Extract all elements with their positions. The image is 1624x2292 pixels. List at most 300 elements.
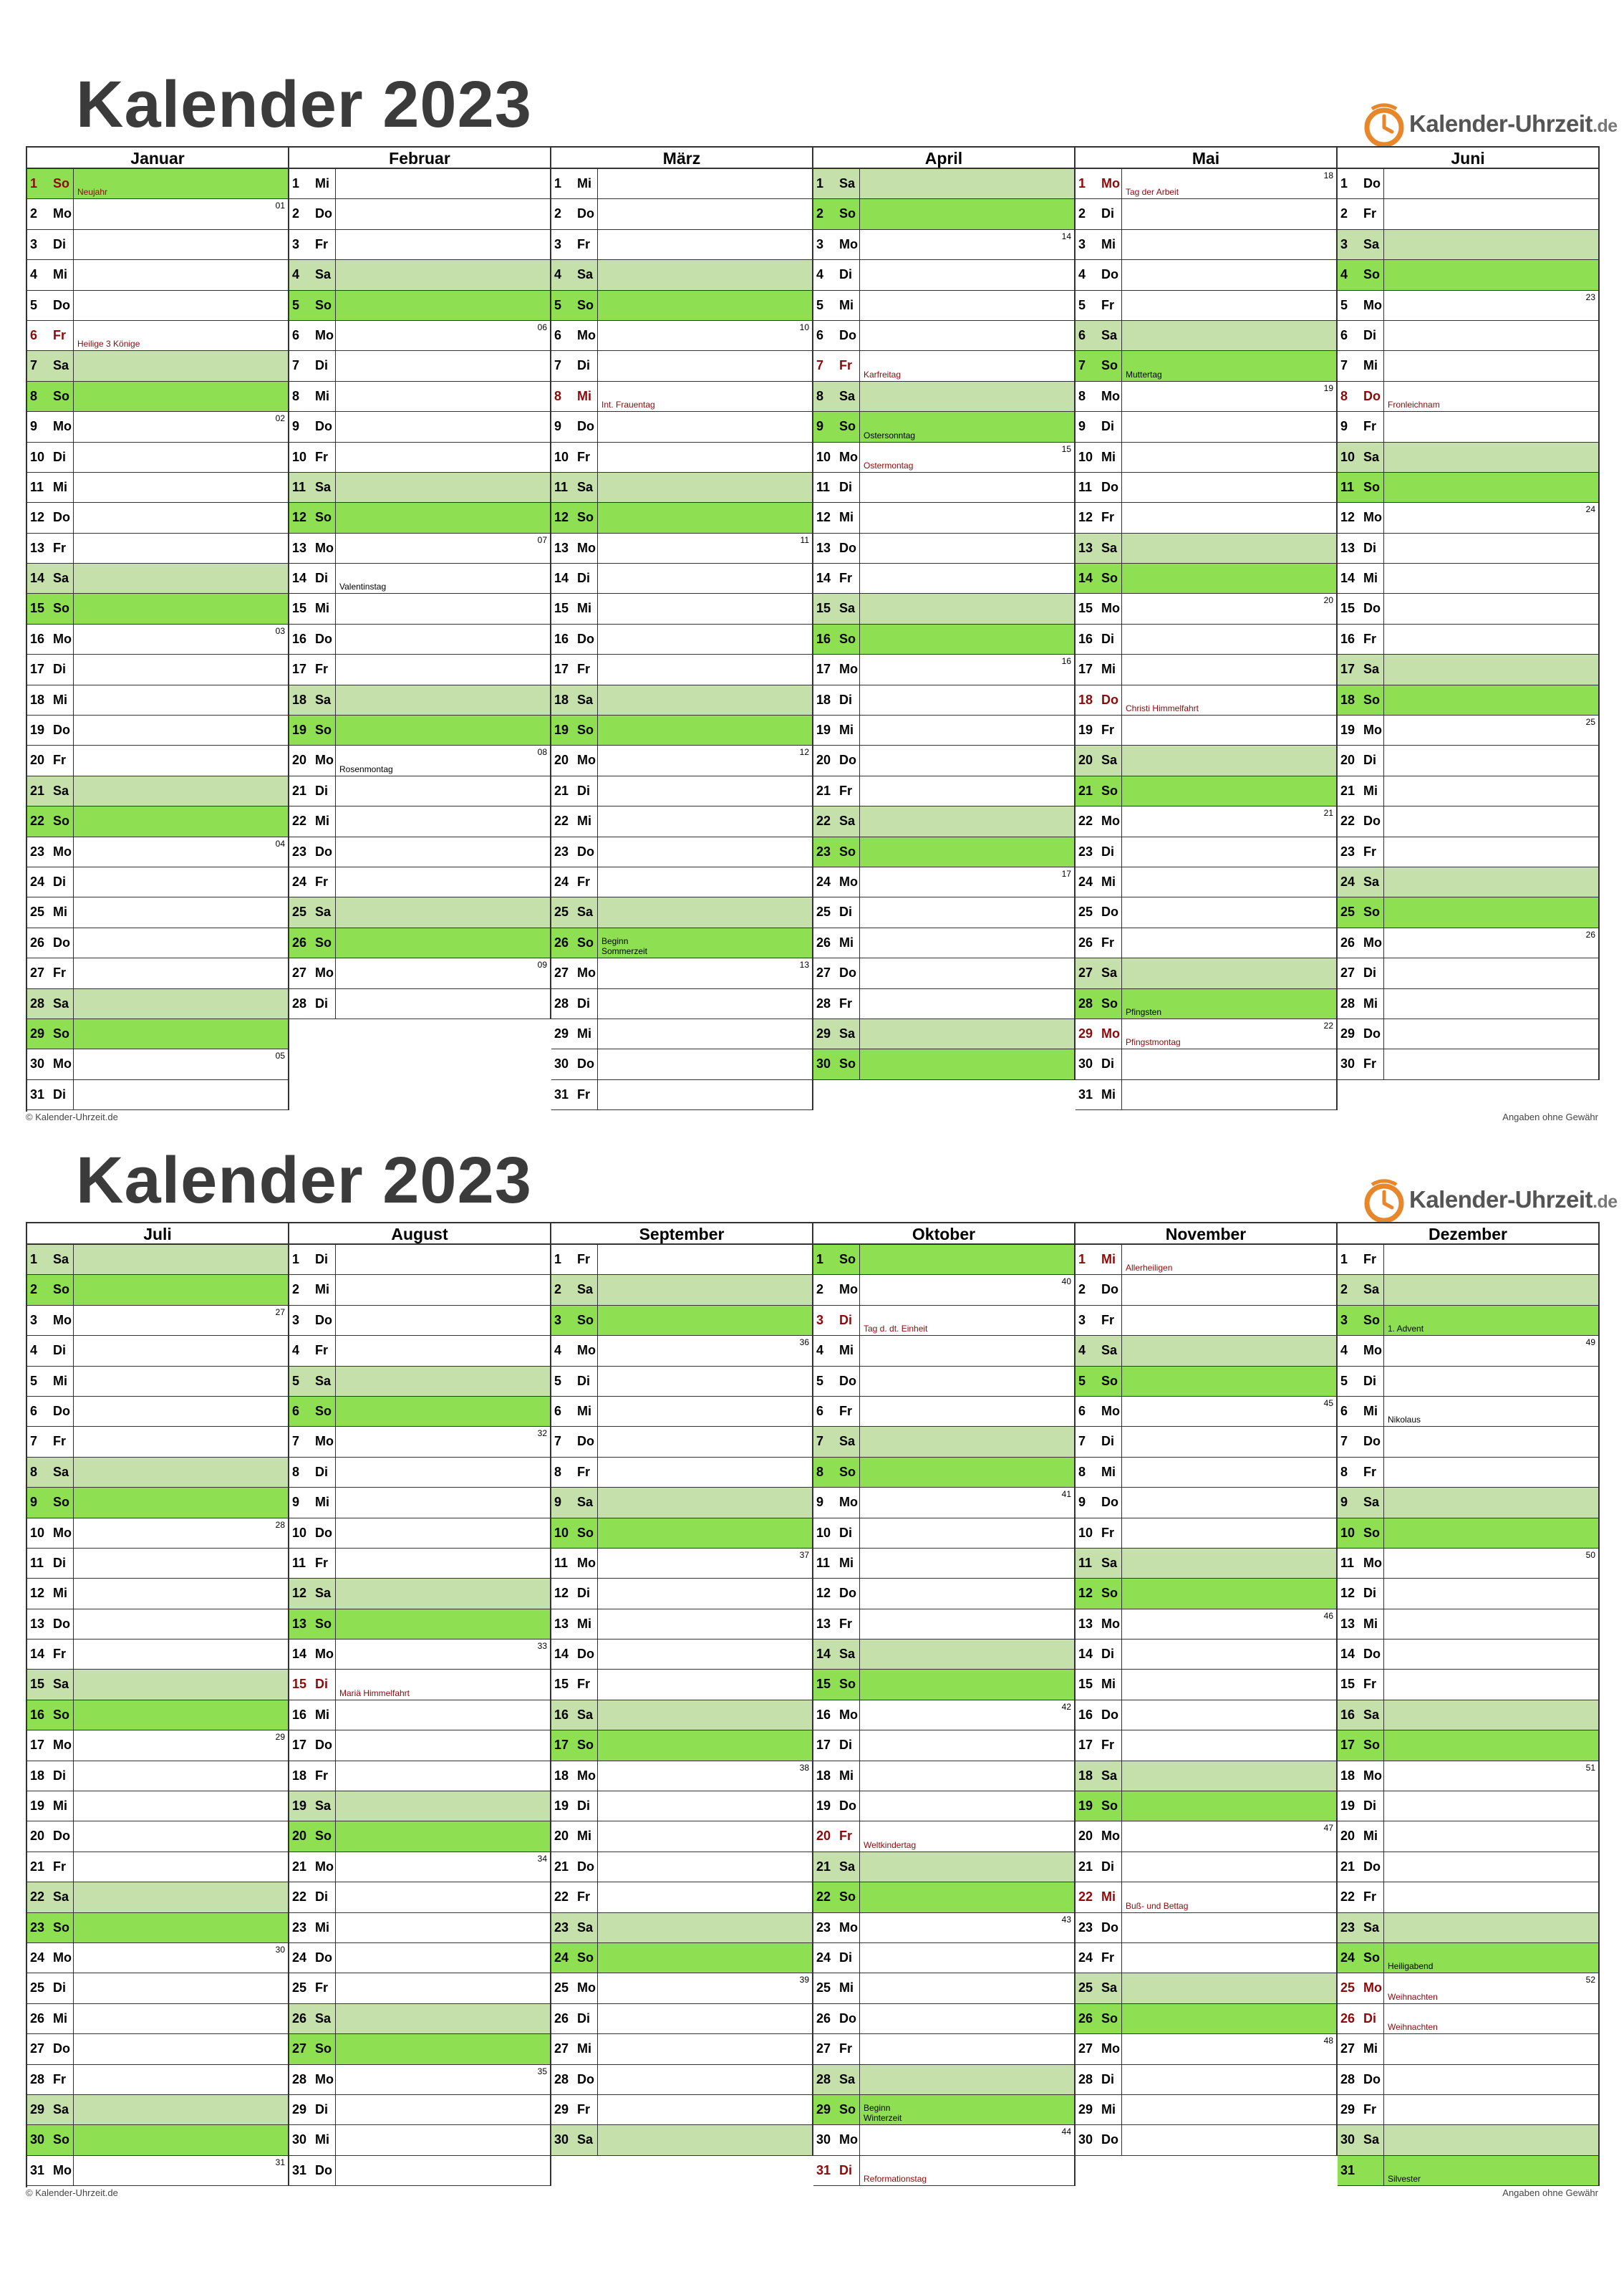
day-row	[551, 412, 812, 442]
day-cell	[335, 2034, 550, 2064]
day-number: 17	[1340, 1738, 1355, 1753]
day-cell	[335, 1458, 550, 1487]
weekday: Mo	[53, 1950, 72, 1965]
day-number: 8	[1340, 388, 1348, 403]
day-number: 8	[292, 388, 300, 403]
weekday: Di	[1363, 540, 1376, 555]
day-cell	[1121, 1458, 1336, 1487]
day-number: 18	[1078, 692, 1093, 707]
weekday: Mo	[53, 1525, 72, 1540]
day-number: 14	[292, 1647, 307, 1662]
holiday-note: Int. Frauentag	[601, 400, 655, 410]
day-row	[1338, 321, 1598, 351]
day-row	[27, 1549, 288, 1579]
day-row	[551, 625, 812, 655]
day-cell	[73, 291, 288, 320]
day-number: 11	[30, 479, 44, 494]
day-row	[1338, 169, 1598, 199]
day-cell	[73, 1700, 288, 1730]
day-cell	[73, 958, 288, 988]
day-row	[813, 1700, 1074, 1730]
month-header: Oktober	[813, 1223, 1074, 1245]
day-number: 6	[1340, 1403, 1348, 1418]
day-number: 10	[1078, 449, 1093, 464]
day-number: 2	[292, 1282, 300, 1297]
weekday: Mo	[577, 1555, 596, 1570]
day-number: 17	[292, 1738, 307, 1753]
month-column	[813, 1223, 1076, 2186]
day-row	[27, 716, 288, 746]
weekday: Fr	[315, 1980, 328, 1995]
week-number: 08	[537, 747, 547, 758]
day-cell	[1121, 1670, 1336, 1699]
week-number: 43	[1061, 1914, 1071, 1925]
day-cell	[1121, 716, 1336, 745]
day-cell	[335, 958, 550, 988]
day-row	[1338, 2156, 1598, 2186]
day-row	[27, 534, 288, 564]
day-cell	[335, 685, 550, 715]
day-number: 3	[30, 236, 38, 251]
weekday: Di	[839, 692, 852, 707]
weekday: Mo	[839, 1920, 858, 1935]
day-cell	[1121, 897, 1336, 927]
day-number: 26	[1078, 2011, 1093, 2026]
day-number: 28	[1340, 996, 1355, 1011]
day-row	[1338, 1549, 1598, 1579]
day-cell	[1383, 1821, 1598, 1851]
day-number: 20	[816, 1829, 831, 1844]
day-row	[289, 1306, 550, 1336]
week-number: 29	[275, 1732, 285, 1743]
week-number: 52	[1585, 1975, 1595, 1985]
day-cell	[335, 1882, 550, 1912]
day-row	[289, 1427, 550, 1457]
day-cell	[859, 1882, 1074, 1912]
day-row	[1076, 412, 1336, 442]
day-row	[813, 958, 1074, 988]
weekday: Di	[577, 358, 590, 373]
day-cell	[335, 806, 550, 836]
weekday: So	[315, 935, 332, 950]
weekday: Mi	[577, 1403, 591, 1418]
day-number: 7	[1340, 358, 1348, 373]
day-number: 14	[1078, 1647, 1093, 1662]
day-row	[813, 534, 1074, 564]
day-number: 24	[1340, 874, 1355, 889]
day-row	[813, 806, 1074, 837]
day-row	[551, 776, 812, 806]
day-number: 29	[1340, 2101, 1355, 2117]
weekday: Mo	[1101, 1616, 1120, 1631]
weekday: Mi	[839, 1555, 854, 1570]
day-number: 15	[554, 601, 569, 616]
day-cell	[597, 1791, 812, 1821]
day-cell	[73, 1518, 288, 1548]
day-row	[27, 625, 288, 655]
weekday: Fr	[1363, 844, 1376, 859]
day-number: 7	[816, 358, 824, 373]
day-row	[551, 1670, 812, 1700]
day-row	[551, 503, 812, 533]
weekday: Do	[315, 844, 332, 859]
day-row	[1076, 2004, 1336, 2034]
day-row	[551, 746, 812, 776]
day-row	[813, 473, 1074, 503]
day-row	[1338, 2125, 1598, 2155]
day-number: 11	[1078, 1555, 1093, 1570]
logo-text: Kalender-Uhrzeit.de	[1409, 110, 1618, 137]
weekday: Di	[839, 1738, 852, 1753]
month-column	[27, 148, 289, 1110]
day-row	[1076, 867, 1336, 897]
day-row	[1076, 1913, 1336, 1943]
month-column	[289, 148, 551, 1019]
day-row	[27, 564, 288, 594]
day-cell	[1121, 1336, 1336, 1365]
day-row	[27, 1761, 288, 1791]
day-row	[27, 260, 288, 290]
day-cell	[859, 230, 1074, 259]
weekday: Fr	[839, 783, 852, 798]
day-row	[1338, 1973, 1598, 2003]
day-number: 4	[1340, 1343, 1348, 1358]
weekday: Di	[1101, 206, 1114, 221]
week-number: 23	[1585, 292, 1595, 302]
weekday: Sa	[1363, 236, 1380, 251]
day-number: 13	[554, 1616, 569, 1631]
day-row	[813, 1458, 1074, 1488]
day-number: 20	[1078, 753, 1093, 768]
day-number: 16	[30, 631, 45, 646]
day-cell	[73, 716, 288, 745]
day-row	[1076, 382, 1336, 412]
day-number: 21	[1340, 783, 1355, 798]
weekday: Do	[53, 510, 70, 525]
weekday: Do	[1101, 1282, 1118, 1297]
day-number: 20	[554, 753, 569, 768]
weekday: Fr	[53, 753, 66, 768]
day-number: 9	[1078, 1495, 1086, 1510]
weekday: Mo	[53, 419, 72, 434]
day-row	[289, 867, 550, 897]
day-cell	[1383, 1488, 1598, 1517]
weekday: Di	[839, 905, 852, 920]
day-number: 28	[292, 2071, 307, 2086]
day-cell	[335, 2125, 550, 2154]
weekday: Di	[577, 1373, 590, 1388]
weekday: Sa	[1101, 1555, 1118, 1570]
day-cell	[1383, 230, 1598, 259]
day-number: 17	[1078, 1738, 1093, 1753]
day-cell	[1121, 199, 1336, 228]
day-number: 22	[816, 1889, 831, 1905]
day-number: 12	[554, 1586, 569, 1601]
weekday: Fr	[1363, 1464, 1376, 1479]
day-cell	[1121, 230, 1336, 259]
day-row	[289, 958, 550, 988]
day-cell	[1121, 321, 1336, 350]
holiday-note: Weltkindertag	[864, 1839, 917, 1850]
day-number: 25	[1340, 1980, 1355, 1995]
day-row	[1076, 1639, 1336, 1670]
day-row	[1076, 1397, 1336, 1427]
day-cell	[597, 1397, 812, 1426]
weekday: Mi	[1101, 1889, 1116, 1905]
weekday: Mi	[839, 297, 854, 312]
day-row	[1076, 1049, 1336, 1079]
day-number: 31	[292, 2162, 307, 2177]
day-number: 1	[30, 1252, 38, 1266]
day-number: 1	[30, 176, 38, 191]
day-cell	[597, 199, 812, 228]
day-number: 4	[1340, 267, 1348, 282]
day-number: 30	[1340, 2132, 1355, 2147]
day-number: 22	[554, 1889, 569, 1905]
weekday: Sa	[1101, 966, 1118, 981]
day-row	[1338, 351, 1598, 381]
day-row	[551, 2004, 812, 2034]
day-row	[289, 534, 550, 564]
weekday: Sa	[839, 2071, 856, 2086]
day-cell	[335, 1973, 550, 2003]
weekday: Di	[577, 1586, 590, 1601]
day-cell	[859, 1336, 1074, 1365]
day-row	[1338, 534, 1598, 564]
weekday: Do	[315, 1312, 332, 1327]
weekday: Sa	[53, 1677, 69, 1692]
day-row	[1076, 746, 1336, 776]
weekday: Mi	[1101, 449, 1116, 464]
weekday: Sa	[1101, 540, 1118, 555]
day-number: 21	[816, 783, 831, 798]
day-row	[1338, 1821, 1598, 1852]
day-row	[551, 1397, 812, 1427]
day-number: 27	[554, 2041, 569, 2056]
day-number: 27	[30, 966, 45, 981]
day-row	[551, 1549, 812, 1579]
day-number: 5	[1078, 1373, 1086, 1388]
day-row	[27, 1730, 288, 1761]
day-number: 20	[816, 753, 831, 768]
day-number: 11	[554, 479, 569, 494]
day-cell	[73, 1080, 288, 1109]
day-row	[813, 1427, 1074, 1457]
day-number: 27	[1340, 2041, 1355, 2056]
day-number: 4	[30, 267, 38, 282]
day-row	[1338, 2065, 1598, 2095]
day-number: 31	[816, 2162, 831, 2177]
day-row	[1338, 867, 1598, 897]
weekday: Fr	[53, 1859, 66, 1874]
weekday: Fr	[1101, 1950, 1114, 1965]
day-cell	[1383, 169, 1598, 198]
day-number: 18	[816, 1768, 831, 1783]
day-cell	[1383, 473, 1598, 502]
day-number: 23	[292, 1920, 307, 1935]
day-number: 5	[554, 1373, 562, 1388]
day-cell	[597, 1518, 812, 1548]
day-row	[1338, 443, 1598, 473]
day-row	[289, 1245, 550, 1275]
day-number: 23	[1078, 844, 1093, 859]
weekday: Sa	[839, 601, 856, 616]
day-number: 10	[554, 449, 569, 464]
day-cell	[859, 321, 1074, 350]
weekday: Mi	[315, 1282, 329, 1297]
day-number: 21	[30, 1859, 45, 1874]
day-row	[27, 1458, 288, 1488]
day-number: 31	[30, 1087, 45, 1102]
holiday-note: Karfreitag	[864, 369, 902, 380]
day-number: 8	[1078, 1464, 1086, 1479]
weekday: So	[315, 1403, 332, 1418]
month-header: Dezember	[1338, 1223, 1598, 1245]
weekday: Sa	[1363, 662, 1380, 677]
day-cell	[1121, 443, 1336, 472]
weekday: Fr	[577, 874, 590, 889]
day-number: 9	[816, 1495, 824, 1510]
day-row	[289, 1458, 550, 1488]
day-cell	[1121, 2034, 1336, 2064]
day-cell	[1383, 989, 1598, 1019]
day-cell	[859, 1943, 1074, 1973]
day-number: 24	[1078, 1950, 1093, 1965]
day-row	[551, 260, 812, 290]
footer-copyright: © Kalender-Uhrzeit.de	[26, 2187, 118, 2198]
day-row	[27, 291, 288, 321]
day-cell	[335, 837, 550, 867]
day-cell	[1121, 867, 1336, 897]
day-row	[289, 169, 550, 199]
holiday-note: Silvester	[1388, 2174, 1421, 2185]
day-row	[813, 746, 1074, 776]
weekday: Fr	[1101, 297, 1114, 312]
day-row	[551, 1882, 812, 1912]
day-row	[1076, 1579, 1336, 1609]
weekday: Fr	[315, 236, 328, 251]
day-cell	[73, 1306, 288, 1335]
day-cell	[859, 989, 1074, 1019]
day-row	[289, 928, 550, 958]
day-number: 8	[816, 388, 824, 403]
day-row	[289, 685, 550, 716]
day-number: 22	[292, 1889, 307, 1905]
day-cell	[73, 1670, 288, 1699]
day-cell	[859, 1367, 1074, 1396]
day-row	[1338, 1791, 1598, 1821]
day-cell	[1383, 1730, 1598, 1760]
day-row	[289, 1639, 550, 1670]
weekday: So	[1101, 783, 1118, 798]
day-number: 27	[30, 2041, 45, 2056]
day-number: 27	[292, 966, 307, 981]
day-cell	[859, 958, 1074, 988]
day-number: 25	[816, 905, 831, 920]
weekday: Mo	[1101, 601, 1120, 616]
day-cell	[73, 1791, 288, 1821]
day-cell	[1121, 534, 1336, 563]
day-number: 14	[1340, 571, 1355, 586]
day-row	[1076, 1488, 1336, 1518]
day-row	[1338, 199, 1598, 229]
day-row	[289, 1367, 550, 1397]
day-row	[1076, 291, 1336, 321]
day-number: 19	[554, 1799, 569, 1814]
weekday: Sa	[315, 2011, 332, 2026]
day-cell	[335, 1518, 550, 1548]
weekday: Mi	[577, 2041, 591, 2056]
day-number: 18	[292, 1768, 307, 1783]
day-cell	[335, 1730, 550, 1760]
weekday: Fr	[1101, 510, 1114, 525]
weekday: Mo	[315, 2071, 334, 2086]
weekday: So	[839, 844, 856, 859]
holiday-note: Weihnachten	[1388, 2022, 1438, 2033]
day-row	[813, 1791, 1074, 1821]
weekday: Di	[1101, 1859, 1114, 1874]
day-row	[27, 1080, 288, 1110]
day-cell	[859, 1913, 1074, 1942]
weekday: Fr	[577, 2101, 590, 2117]
day-cell	[1383, 1367, 1598, 1396]
day-row	[813, 1549, 1074, 1579]
day-row	[813, 1488, 1074, 1518]
week-number: 32	[537, 1428, 547, 1439]
day-number: 6	[1340, 327, 1348, 342]
weekday: Mo	[1363, 1768, 1382, 1783]
day-cell	[1383, 1852, 1598, 1882]
day-number: 2	[1340, 1282, 1348, 1297]
day-number: 19	[554, 723, 569, 738]
day-row	[27, 473, 288, 503]
day-cell	[335, 776, 550, 806]
day-cell	[335, 291, 550, 320]
day-row	[1338, 412, 1598, 442]
day-number: 7	[1340, 1434, 1348, 1449]
day-cell	[73, 837, 288, 867]
day-row	[27, 1913, 288, 1943]
day-number: 30	[816, 1056, 831, 1072]
day-cell	[859, 1488, 1074, 1517]
day-row	[1076, 897, 1336, 928]
day-cell	[1121, 1367, 1336, 1396]
day-cell	[1121, 655, 1336, 684]
day-row	[289, 655, 550, 685]
day-cell	[1121, 837, 1336, 867]
weekday: Mi	[839, 1343, 854, 1358]
weekday: So	[53, 1026, 70, 1041]
day-number: 16	[816, 631, 831, 646]
day-row	[813, 1973, 1074, 2003]
day-cell	[335, 1397, 550, 1426]
day-row	[289, 1852, 550, 1882]
weekday: Fr	[53, 540, 66, 555]
weekday: Sa	[577, 1920, 594, 1935]
day-row	[813, 1639, 1074, 1670]
day-row	[1076, 1852, 1336, 1882]
day-number: 16	[292, 1707, 307, 1722]
weekday: Sa	[53, 783, 69, 798]
weekday: Fr	[315, 662, 328, 677]
day-cell	[859, 806, 1074, 836]
weekday: Mi	[315, 1707, 329, 1722]
day-number: 26	[30, 935, 45, 950]
day-number: 8	[1078, 388, 1086, 403]
weekday: Di	[577, 571, 590, 586]
day-row	[551, 1579, 812, 1609]
day-cell	[597, 1080, 812, 1109]
